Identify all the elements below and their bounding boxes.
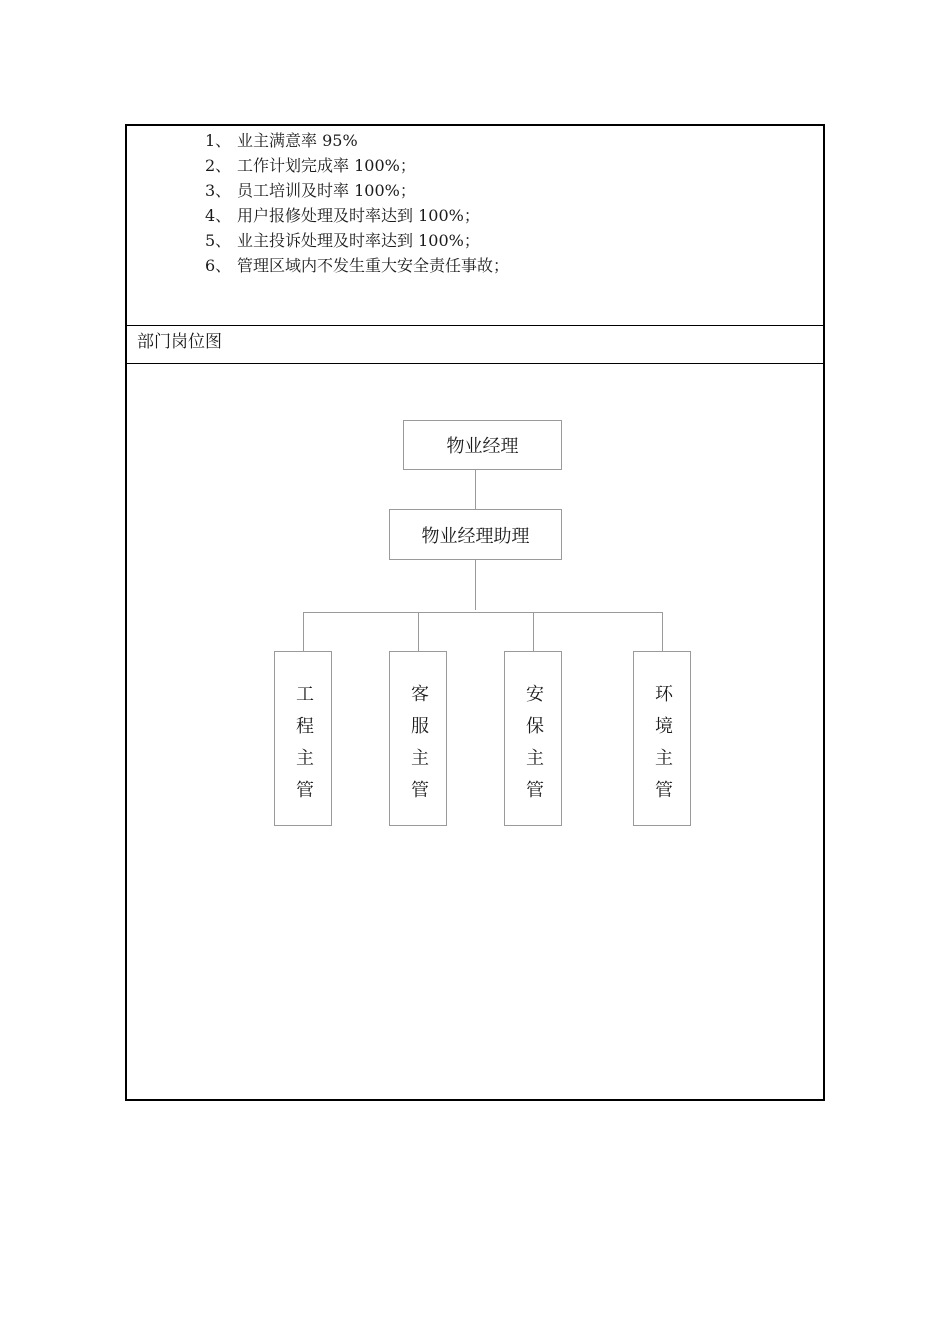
goal-item-3 xyxy=(205,181,416,201)
org-box-security-supervisor xyxy=(504,651,562,826)
org-box-label: 物业经理助理 xyxy=(421,525,530,547)
goal-number: 1、 xyxy=(205,131,232,150)
org-chart-cell xyxy=(127,364,823,1101)
goal-number: 3、 xyxy=(205,181,232,200)
goal-number: 6、 xyxy=(205,256,232,275)
org-box-manager xyxy=(403,420,562,470)
goal-text: 用户报修处理及时率达到 100%； xyxy=(237,206,480,225)
goals-cell xyxy=(127,126,823,326)
goal-text: 工作计划完成率 100%； xyxy=(237,156,416,175)
goal-text: 管理区域内不发生重大安全责任事故； xyxy=(237,256,510,275)
goal-text: 业主满意率 95% xyxy=(237,131,358,150)
org-box-label: 物业经理 xyxy=(446,436,519,457)
goal-item-5 xyxy=(205,231,480,251)
org-box-engineering-supervisor xyxy=(274,651,332,826)
org-box-customer-service-supervisor xyxy=(389,651,447,826)
goal-number: 4、 xyxy=(205,206,232,225)
goal-text: 业主投诉处理及时率达到 100%； xyxy=(237,231,480,250)
goal-item-4 xyxy=(205,206,480,226)
goal-text: 员工培训及时率 100%； xyxy=(237,181,416,200)
goal-number: 5、 xyxy=(205,231,232,250)
org-box-label: 工程主管 xyxy=(293,683,314,812)
section-header-row xyxy=(127,326,823,364)
org-box-environment-supervisor xyxy=(633,651,691,826)
org-box-label: 客服主管 xyxy=(408,683,429,812)
document-table xyxy=(125,124,825,1101)
goal-item-2 xyxy=(205,156,416,176)
goal-number: 2、 xyxy=(205,156,232,175)
org-box-assistant xyxy=(389,509,562,560)
org-box-label: 安保主管 xyxy=(523,683,544,812)
goal-item-1 xyxy=(205,131,358,151)
section-title: 部门岗位图 xyxy=(137,332,222,352)
org-box-label: 环境主管 xyxy=(652,683,673,812)
org-chart-connectors xyxy=(127,364,823,1101)
goal-item-6 xyxy=(205,256,509,276)
